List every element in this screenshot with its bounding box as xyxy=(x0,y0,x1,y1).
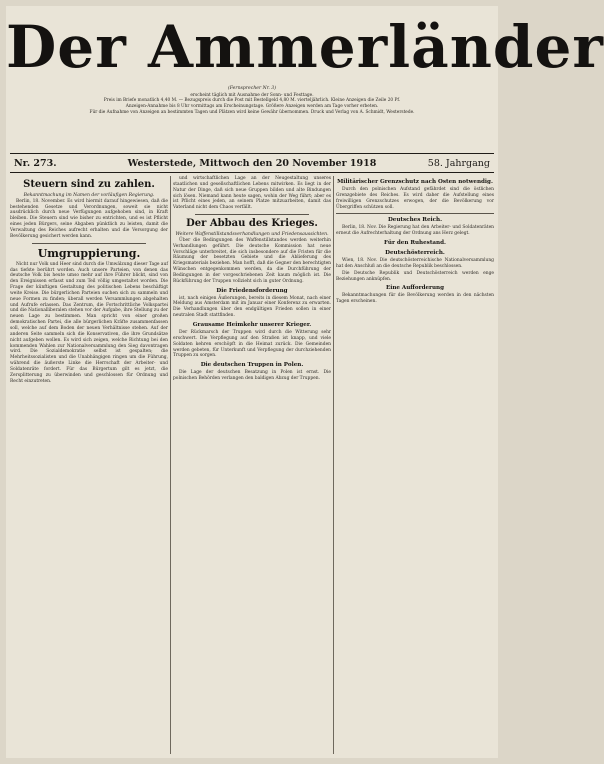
divider xyxy=(32,243,146,244)
section-headline: Deutschösterreich. xyxy=(385,250,445,257)
article-paragraph: Nicht nur Volk und Heer sind durch die Umwälzung dieser Tage auf das tiefste berührt worden. Auch unsere Parteien, von denen das deutsche Volk bis heute umso mehr auf ihre Führer blickt, sind von den Ereignissen erfasst und zum Teil völlig umgestaltet worden. Die Frage der künftigen Gestaltung des politischen Lebens beschäftigt weite Kreise. Die bürgerlichen Parteien suchen sich zu sammeln und neue Formen zu finden; überall werden Versammlungen abgehalten und Aufrufe erlassen. Das Zentrum, die Fortschrittliche Volkspartei und die Nationalliberalen stehen vor der Aufgabe, ihre Stellung zu der neuen Lage zu bestimmen. Man spricht von einer großen demokratischen Partei, die alle bürgerlichen Kräfte zusammenfassen soll, welche auf dem Boden der neuen Verhältnisse stehen. Auf der anderen Seite sammeln sich die Konservativen, die ihre Grundsätze nicht aufgeben wollen. Es wird sich zeigen, welche Richtung bei den kommenden Wahlen zur Nationalversammlung den Sieg davontragen wird. Die Sozialdemokratie selbst ist gespalten; die Mehrheitssozialisten und die Unabhängigen ringen um die Führung, während die äußerste Linke die Herrschaft der Arbeiter- und Soldatenräte fordert. Für das Bürgertum gilt es jetzt, die Zersplitterung zu überwinden und geschlossen für Ordnung und Recht einzutreten. xyxy=(10,261,168,384)
issue-number: Nr. 273. xyxy=(14,158,57,169)
article-headline: Der Abbau des Krieges. xyxy=(186,218,318,230)
place-date: Westerstede, Mittwoch den 20 November 1918 xyxy=(127,158,377,169)
volume: 58. Jahrgang xyxy=(427,158,490,169)
column-divider xyxy=(170,176,171,754)
section-headline: Militärischer Grenzschutz nach Osten notwendig. xyxy=(337,179,493,185)
article-paragraph: Über die Bedingungen des Waffenstillstandes werden weiterhin Verhandlungen geführt. Die deutsche Kommission hat neue Vorschläge unterbreitet, die sich insbesondere auf die Fristen für die Räumung der besetzten Gebiete und die Ablieferung des Kriegsmaterials beziehen. Man hofft, daß die Gegner den berechtigten Wünschen entgegenkommen werden, da die Durchführung der Bedingungen in der vorgeschriebenen Zeit kaum möglich ist. Die Rückführung der Truppen vollzieht sich in guter Ordnung. xyxy=(173,237,332,284)
section-headline: Die Friedensforderung xyxy=(216,287,288,294)
section-headline: Für den Ruhestand. xyxy=(384,240,446,247)
imprint-line: erscheint täglich mit Ausnahme der Sonn- und Festtage. xyxy=(190,92,314,98)
masthead-title: Der Ammerländer xyxy=(6,13,604,81)
article-paragraph: und wirtschaftlichen Lage an der Neugestaltung unseres staatlichen und gesellschaftlichen Lebens mitwirken. Es liegt in der Natur der Dinge, daß sich neue Gruppen bilden und alte Bindungen sich lösen. Niemand kann heute sagen, wohin der Weg führt; aber es ist Pflicht eines jeden, an seinem Platze mitzuarbeiten, damit das Vaterland nicht dem Chaos verfällt. xyxy=(173,176,331,211)
article-headline: Umgruppierung. xyxy=(37,246,141,260)
column-3 xyxy=(336,176,494,756)
section-headline: Die deutschen Truppen in Polen. xyxy=(200,362,304,369)
article-paragraph: Die Lage der deutschen Besatzung in Polen ist ernst. Die polnischen Behörden verlangen den baldigen Abzug der Truppen. xyxy=(173,370,331,382)
imprint-subtitle: (Fernsprecher Nr. 3) xyxy=(227,86,277,91)
column-2 xyxy=(173,176,331,756)
article-paragraph: ist, nach einigen Äußerungen, bereits in diesem Monat, nach einer Meldung aus Amsterdam mit im Januar einer Konferenz zu erwarten. Die Verhandlungen über den endgültigen Frieden sollen in einer neutralen Stadt stattfinden. xyxy=(173,295,331,319)
section-headline: Grausame Heimkehr unserer Krieger. xyxy=(192,321,312,328)
dateline xyxy=(12,157,492,171)
article-subhead: Bekanntmachung im Namen der vorläufigen Regierung. xyxy=(23,193,155,198)
divider xyxy=(336,213,494,214)
column-divider xyxy=(333,176,334,754)
column-1 xyxy=(10,176,168,756)
article-subhead: Weitere Waffenstillstandsverhandlungen und Friedensaussichten. xyxy=(175,232,329,238)
section-headline: Eine Aufforderung xyxy=(385,285,445,292)
imprint-line: Für die Aufnahme von Anzeigen an bestimmten Tagen und Plätzen wird keine Gewähr übernommen. Druck und Verlag von A. Schmidt, Westerstede. xyxy=(89,109,415,115)
article-paragraph: Berlin, 18. November. Es wird hiermit darauf hingewiesen, daß die bestehenden Gesetze und Verordnungen, soweit sie nicht ausdrücklich durch neue Verfügungen aufgehoben sind, in Kraft bleiben. Die Steuern sind wie bisher zu entrichten, und es ist Pflicht eines jeden Bürgers, seine Abgaben pünktlich zu leisten, damit die Verwaltung des Reiches aufrecht erhalten und die Versorgung der Bevölkerung gesichert werden kann. xyxy=(10,198,168,239)
article-paragraph: Wien, 18. Nov. Die deutschösterreichische Nationalversammlung hat den Anschluß an die deutsche Republik beschlossen. xyxy=(336,258,494,269)
article-paragraph: Bekanntmachungen für die Bevölkerung werden in den nächsten Tagen erscheinen. xyxy=(336,293,494,305)
imprint-line: Anzeigen-Annahme bis 8 Uhr vormittags am Erscheinungstage. Größere Anzeigen werden am Tage vorher erbeten. xyxy=(125,103,379,109)
article-paragraph: Durch den polnischen Aufstand gefährdet sind die östlichen Grenzgebiete des Reiches. Es wird daher die Aufstellung eines freiwilligen Grenzschutzes erwogen, der die Bevölkerung vor Übergriffen schützen soll. xyxy=(336,187,494,210)
imprint xyxy=(12,86,492,115)
article-paragraph: Der Rückmarsch der Truppen wird durch die Witterung sehr erschwert. Die Verpflegung auf den Straßen ist knapp, und viele Soldaten kehren erschöpft in die Heimat zurück. Die Gemeinden werden gebeten, für Unterkunft und Verpflegung der durchziehenden Truppen zu sorgen. xyxy=(173,329,331,359)
divider xyxy=(195,214,309,215)
article-headline: Steuern sind zu zahlen. xyxy=(23,179,155,190)
article-paragraph: Berlin, 18. Nov. Die Regierung hat den Arbeiter- und Soldatenräten erneut die Aufrechterhaltung der Ordnung ans Herz gelegt. xyxy=(336,225,494,237)
newspaper-page xyxy=(6,6,604,758)
top-rule xyxy=(10,153,494,154)
article-paragraph: Die Deutsche Republik und Deutschösterreich werden enge Beziehungen anknüpfen. xyxy=(336,270,494,282)
imprint-line: Preis im Briefe monatlich 4,40 M. — Bezugspreis durch die Post mit Bestellgeld 4,80 M. vierteljährlich. Kleine Anzeigen die Zeile 20 Pf. xyxy=(103,98,401,104)
section-headline: Deutsches Reich. xyxy=(387,217,443,224)
bottom-rule xyxy=(10,172,494,173)
